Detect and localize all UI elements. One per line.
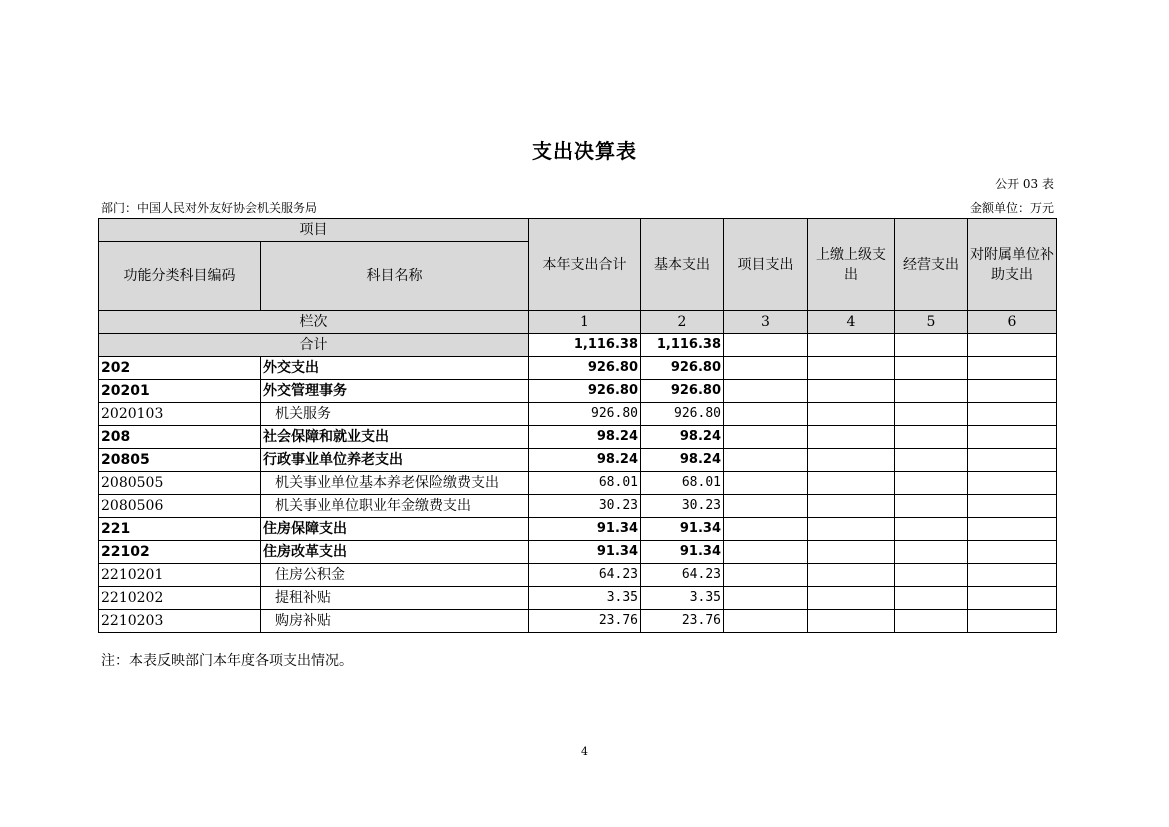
total-value: 1,116.38 bbox=[641, 334, 724, 357]
empty-cell bbox=[808, 472, 895, 495]
empty-cell bbox=[895, 449, 968, 472]
empty-cell bbox=[808, 587, 895, 610]
row-name: 行政事业单位养老支出 bbox=[261, 449, 529, 472]
empty-cell bbox=[724, 403, 808, 426]
row-code: 22102 bbox=[99, 541, 261, 564]
header-upper: 上缴上级支出 bbox=[808, 219, 895, 311]
empty-cell bbox=[968, 403, 1057, 426]
empty-cell bbox=[724, 449, 808, 472]
row-basic: 926.80 bbox=[641, 357, 724, 380]
footnote: 注：本表反映部门本年度各项支出情况。 bbox=[101, 653, 353, 669]
empty-cell bbox=[808, 564, 895, 587]
empty-cell bbox=[808, 449, 895, 472]
empty-cell bbox=[968, 518, 1057, 541]
row-code: 208 bbox=[99, 426, 261, 449]
table-row bbox=[99, 426, 1057, 449]
row-total: 23.76 bbox=[529, 610, 641, 633]
empty-cell bbox=[808, 357, 895, 380]
department-label: 部门：中国人民对外友好协会机关服务局 bbox=[101, 201, 318, 215]
row-basic: 23.76 bbox=[641, 610, 724, 633]
page-number: 4 bbox=[581, 745, 588, 758]
empty-cell bbox=[968, 334, 1057, 357]
row-code: 20805 bbox=[99, 449, 261, 472]
col-index: 1 bbox=[529, 311, 641, 334]
col-index: 4 bbox=[808, 311, 895, 334]
empty-cell bbox=[968, 380, 1057, 403]
table-row bbox=[99, 472, 1057, 495]
empty-cell bbox=[724, 334, 808, 357]
row-code: 20201 bbox=[99, 380, 261, 403]
empty-cell bbox=[895, 587, 968, 610]
empty-cell bbox=[808, 380, 895, 403]
empty-cell bbox=[895, 426, 968, 449]
table-row bbox=[99, 610, 1057, 633]
row-basic: 926.80 bbox=[641, 403, 724, 426]
empty-cell bbox=[968, 357, 1057, 380]
header-code: 功能分类科目编码 bbox=[99, 242, 261, 311]
row-code: 221 bbox=[99, 518, 261, 541]
unit-label: 金额单位：万元 bbox=[969, 201, 1054, 215]
table-row bbox=[99, 403, 1057, 426]
row-basic: 98.24 bbox=[641, 449, 724, 472]
empty-cell bbox=[724, 380, 808, 403]
empty-cell bbox=[724, 426, 808, 449]
empty-cell bbox=[968, 449, 1057, 472]
row-basic: 926.80 bbox=[641, 380, 724, 403]
header-project: 项目 bbox=[99, 219, 529, 242]
empty-cell bbox=[968, 495, 1057, 518]
empty-cell bbox=[895, 403, 968, 426]
empty-cell bbox=[968, 426, 1057, 449]
empty-cell bbox=[895, 541, 968, 564]
form-code: 公开 03 表 bbox=[995, 177, 1054, 191]
empty-cell bbox=[968, 541, 1057, 564]
row-code: 2210201 bbox=[99, 564, 261, 587]
empty-cell bbox=[724, 541, 808, 564]
table-row bbox=[99, 587, 1057, 610]
header-basic: 基本支出 bbox=[641, 219, 724, 311]
empty-cell bbox=[968, 564, 1057, 587]
row-name: 住房保障支出 bbox=[261, 518, 529, 541]
row-name: 住房改革支出 bbox=[261, 541, 529, 564]
row-name: 机关服务 bbox=[261, 403, 529, 426]
row-total: 926.80 bbox=[529, 380, 641, 403]
row-name: 机关事业单位基本养老保险缴费支出 bbox=[261, 472, 529, 495]
table-row bbox=[99, 541, 1057, 564]
table-row bbox=[99, 495, 1057, 518]
row-name: 购房补贴 bbox=[261, 610, 529, 633]
row-name: 机关事业单位职业年金缴费支出 bbox=[261, 495, 529, 518]
col-index: 5 bbox=[895, 311, 968, 334]
empty-cell bbox=[968, 610, 1057, 633]
row-total: 64.23 bbox=[529, 564, 641, 587]
row-total: 926.80 bbox=[529, 403, 641, 426]
row-code: 202 bbox=[99, 357, 261, 380]
empty-cell bbox=[808, 518, 895, 541]
row-basic: 98.24 bbox=[641, 426, 724, 449]
table-row bbox=[99, 564, 1057, 587]
row-total: 926.80 bbox=[529, 357, 641, 380]
page-title: 支出决算表 bbox=[532, 139, 637, 163]
col-index: 2 bbox=[641, 311, 724, 334]
empty-cell bbox=[808, 334, 895, 357]
row-name: 外交管理事务 bbox=[261, 380, 529, 403]
empty-cell bbox=[895, 357, 968, 380]
row-total: 98.24 bbox=[529, 449, 641, 472]
table-row bbox=[99, 380, 1057, 403]
header-subsidiary: 对附属单位补助支出 bbox=[968, 219, 1057, 311]
empty-cell bbox=[724, 564, 808, 587]
empty-cell bbox=[808, 541, 895, 564]
empty-cell bbox=[724, 357, 808, 380]
row-name: 提租补贴 bbox=[261, 587, 529, 610]
empty-cell bbox=[968, 587, 1057, 610]
row-code: 2080506 bbox=[99, 495, 261, 518]
empty-cell bbox=[724, 495, 808, 518]
empty-cell bbox=[895, 472, 968, 495]
header-total: 本年支出合计 bbox=[529, 219, 641, 311]
row-code: 2020103 bbox=[99, 403, 261, 426]
empty-cell bbox=[895, 564, 968, 587]
row-basic: 91.34 bbox=[641, 518, 724, 541]
table-row bbox=[99, 518, 1057, 541]
empty-cell bbox=[808, 426, 895, 449]
row-total: 68.01 bbox=[529, 472, 641, 495]
row-basic: 91.34 bbox=[641, 541, 724, 564]
row-total: 98.24 bbox=[529, 426, 641, 449]
row-code: 2210203 bbox=[99, 610, 261, 633]
row-basic: 68.01 bbox=[641, 472, 724, 495]
row-name: 住房公积金 bbox=[261, 564, 529, 587]
header-project-expense: 项目支出 bbox=[724, 219, 808, 311]
empty-cell bbox=[895, 380, 968, 403]
row-name: 外交支出 bbox=[261, 357, 529, 380]
row-total: 91.34 bbox=[529, 518, 641, 541]
empty-cell bbox=[808, 403, 895, 426]
header-business: 经营支出 bbox=[895, 219, 968, 311]
empty-cell bbox=[724, 610, 808, 633]
empty-cell bbox=[895, 610, 968, 633]
row-code: 2080505 bbox=[99, 472, 261, 495]
row-total: 30.23 bbox=[529, 495, 641, 518]
row-basic: 30.23 bbox=[641, 495, 724, 518]
table-row bbox=[99, 357, 1057, 380]
empty-cell bbox=[724, 472, 808, 495]
row-name: 社会保障和就业支出 bbox=[261, 426, 529, 449]
expenditure-table bbox=[98, 218, 1057, 633]
row-basic: 3.35 bbox=[641, 587, 724, 610]
row-basic: 64.23 bbox=[641, 564, 724, 587]
col-index: 6 bbox=[968, 311, 1057, 334]
empty-cell bbox=[895, 495, 968, 518]
col-index: 3 bbox=[724, 311, 808, 334]
empty-cell bbox=[808, 610, 895, 633]
row-total: 3.35 bbox=[529, 587, 641, 610]
empty-cell bbox=[724, 518, 808, 541]
empty-cell bbox=[808, 495, 895, 518]
empty-cell bbox=[724, 587, 808, 610]
empty-cell bbox=[968, 472, 1057, 495]
table-row bbox=[99, 449, 1057, 472]
row-total: 91.34 bbox=[529, 541, 641, 564]
total-value: 1,116.38 bbox=[529, 334, 641, 357]
row-index-label: 栏次 bbox=[99, 311, 529, 334]
header-name: 科目名称 bbox=[261, 242, 529, 311]
total-label: 合计 bbox=[99, 334, 529, 357]
empty-cell bbox=[895, 518, 968, 541]
empty-cell bbox=[895, 334, 968, 357]
row-code: 2210202 bbox=[99, 587, 261, 610]
